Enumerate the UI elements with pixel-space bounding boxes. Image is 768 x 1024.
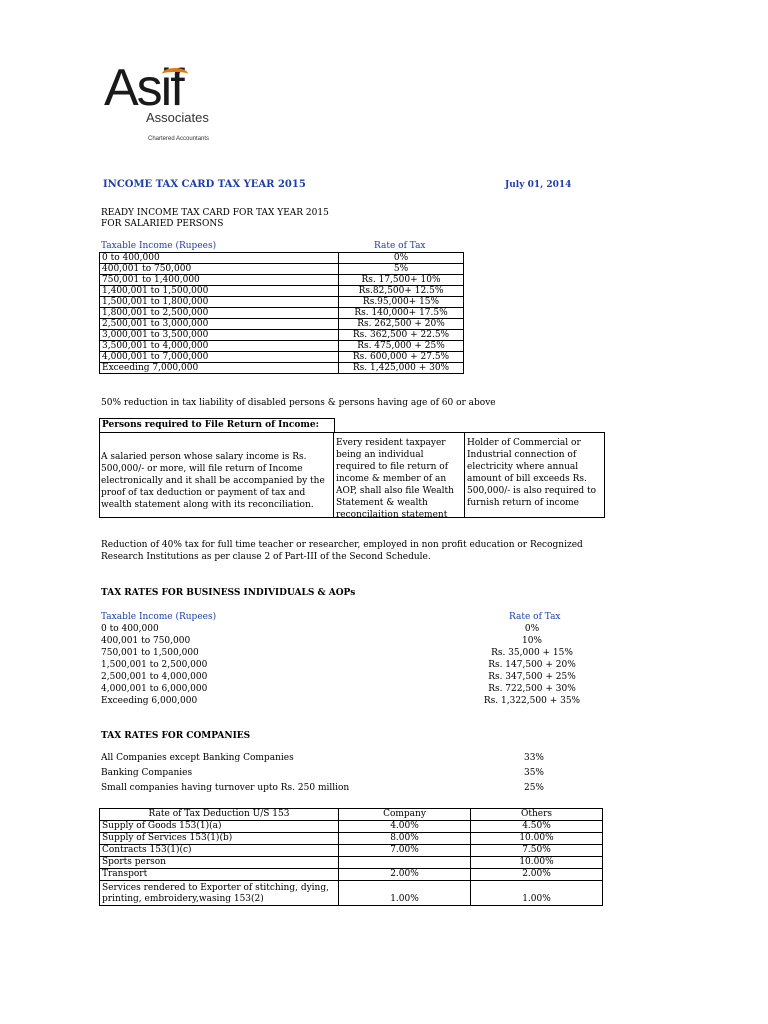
salaried-income: 0 to 400,000: [100, 253, 339, 264]
teacher-note-line-1: Reduction of 40% tax for full time teacher or researcher, employed in non profit education or Recognized: [101, 540, 583, 550]
company-rate: 25%: [523, 783, 544, 793]
business-income: 0 to 400,000: [101, 624, 159, 634]
deduction-others: 10.00%: [471, 833, 603, 845]
deduction-others: 1.00%: [471, 881, 603, 906]
logo-name: Asif: [104, 59, 183, 117]
salaried-row: [100, 363, 464, 374]
deduction-others: 7.50%: [471, 845, 603, 857]
disabled-note: 50% reduction in tax liability of disabled persons & persons having age of 60 or above: [101, 398, 496, 408]
salaried-col1-header: Taxable Income (Rupees): [101, 241, 217, 251]
deduction-company: 4.00%: [339, 821, 471, 833]
business-income: 1,500,001 to 2,500,000: [101, 660, 208, 670]
business-income: 400,001 to 750,000: [101, 636, 191, 646]
business-income: 750,001 to 1,500,000: [101, 648, 199, 658]
salaried-row: [100, 341, 464, 352]
salaried-rate: Rs. 362,500 + 22.5%: [339, 330, 464, 341]
business-income: 4,000,001 to 6,000,000: [101, 684, 208, 694]
company-type: All Companies except Banking Companies: [101, 753, 294, 763]
deduction-category: Sports person: [100, 857, 339, 869]
salaried-income: 4,000,001 to 7,000,000: [100, 352, 339, 363]
salaried-rate: Rs. 600,000 + 27.5%: [339, 352, 464, 363]
salaried-income: Exceeding 7,000,000: [100, 363, 339, 374]
salaried-rate: Rs. 262,500 + 20%: [339, 319, 464, 330]
business-rate: Rs. 147,500 + 20%: [488, 660, 576, 670]
salaried-rate: Rs. 140,000+ 17.5%: [339, 308, 464, 319]
company-rate: 35%: [523, 768, 544, 778]
deduction-company: 8.00%: [339, 833, 471, 845]
deduction-row: [100, 845, 603, 857]
logo-tagline: Chartered Accountants: [148, 136, 210, 142]
teacher-note-line-2: Research Institutions as per clause 2 of Part-III of the Second Schedule.: [101, 552, 431, 562]
salaried-rate: Rs. 475,000 + 25%: [339, 341, 464, 352]
business-rate: Rs. 722,500 + 30%: [488, 684, 576, 694]
salaried-rate: Rs.82,500+ 12.5%: [339, 286, 464, 297]
salaried-rate: Rs.95,000+ 15%: [339, 297, 464, 308]
persons-grid: [99, 432, 605, 518]
company-rate: 33%: [523, 753, 544, 763]
persons-col-resident: [334, 433, 465, 520]
salaried-income: 750,001 to 1,400,000: [100, 275, 339, 286]
salaried-col2-header: Rate of Tax: [374, 241, 426, 251]
deduction-company: 7.00%: [339, 845, 471, 857]
deduction-header-company: Company: [339, 809, 471, 821]
intro-line-1: READY INCOME TAX CARD FOR TAX YEAR 2015: [101, 208, 329, 218]
company-type: Small companies having turnover upto Rs. 250 million: [101, 783, 350, 793]
persons-col-electricity: [465, 433, 600, 517]
salaried-rate: 5%: [339, 264, 464, 275]
persons-title-box: [99, 418, 335, 433]
persons-title: Persons required to File Return of Income:: [102, 420, 319, 430]
salaried-row: [100, 297, 464, 308]
business-rate: Rs. 347,500 + 25%: [488, 672, 576, 682]
salaried-row: [100, 286, 464, 297]
deduction-company: 1.00%: [339, 881, 471, 906]
salaried-table: [99, 252, 464, 374]
deduction-company: [339, 857, 471, 869]
salaried-row: [100, 319, 464, 330]
company-type: Banking Companies: [101, 768, 193, 778]
salaried-income: 1,500,001 to 1,800,000: [100, 297, 339, 308]
salaried-row: [100, 308, 464, 319]
salaried-income: 3,000,001 to 3,500,000: [100, 330, 339, 341]
deduction-category: Services rendered to Exporter of stitching, dying, printing, embroidery,wasing 153(2): [100, 881, 339, 906]
companies-heading: TAX RATES FOR COMPANIES: [101, 731, 251, 741]
salaried-row: [100, 253, 464, 264]
deduction-table: [99, 808, 603, 906]
deduction-header-others: Others: [471, 809, 603, 821]
deduction-company: 2.00%: [339, 869, 471, 881]
salaried-income: 400,001 to 750,000: [100, 264, 339, 275]
logo-swoosh: [162, 68, 188, 80]
persons-col1-text: A salaried person whose salary income is Rs. 500,000/- or more, will file return of Income electronically and it shall be accompanied by the proof of tax deduction or payment of tax and wealth statement along with its reconciliation.: [101, 452, 325, 510]
salaried-row: [100, 352, 464, 363]
salaried-income: 1,800,001 to 2,500,000: [100, 308, 339, 319]
deduction-category: Supply of Goods 153(1)(a): [100, 821, 339, 833]
deduction-category: Supply of Services 153(1)(b): [100, 833, 339, 845]
logo: [104, 59, 224, 152]
deduction-category: Transport: [100, 869, 339, 881]
deduction-others: 2.00%: [471, 869, 603, 881]
business-rate: 10%: [521, 636, 542, 646]
salaried-row: [100, 275, 464, 286]
salaried-rate: Rs. 17,500+ 10%: [339, 275, 464, 286]
deduction-category: Contracts 153(1)(c): [100, 845, 339, 857]
logo-sub: Associates: [146, 110, 209, 125]
deduction-header-category: Rate of Tax Deduction U/S 153: [100, 809, 339, 821]
persons-col2-text: Every resident taxpayer being an individual required to file return of income & member of an AOP, shall also file Wealth Statement & wealth reconcilaition statement: [336, 438, 454, 520]
business-rate: Rs. 1,322,500 + 35%: [483, 696, 581, 706]
salaried-row: [100, 330, 464, 341]
business-heading: TAX RATES FOR BUSINESS INDIVIDUALS & AOPs: [101, 588, 356, 598]
salaried-rate: Rs. 1,425,000 + 30%: [339, 363, 464, 374]
business-col2-header: Rate of Tax: [509, 612, 561, 622]
salaried-row: [100, 264, 464, 275]
deduction-row: [100, 833, 603, 845]
deduction-row: [100, 881, 603, 906]
deduction-row: [100, 857, 603, 869]
salaried-income: 1,400,001 to 1,500,000: [100, 286, 339, 297]
business-rate: 0%: [524, 624, 540, 634]
salaried-income: 2,500,001 to 3,000,000: [100, 319, 339, 330]
intro-line-2: FOR SALARIED PERSONS: [101, 219, 224, 229]
deduction-others: 4.50%: [471, 821, 603, 833]
deduction-row: [100, 869, 603, 881]
persons-col3-text: Holder of Commercial or Industrial connection of electricity where annual amount of bill exceeds Rs. 500,000/- is also required to furnish return of income: [467, 438, 597, 508]
salaried-rate: 0%: [339, 253, 464, 264]
persons-col-salaried: [100, 433, 334, 517]
business-rate: Rs. 35,000 + 15%: [491, 648, 573, 658]
business-col1-header: Taxable Income (Rupees): [101, 612, 217, 622]
business-income: 2,500,001 to 4,000,000: [101, 672, 208, 682]
page-date: July 01, 2014: [505, 180, 572, 190]
page-title: INCOME TAX CARD TAX YEAR 2015: [103, 179, 306, 190]
deduction-row: [100, 821, 603, 833]
salaried-income: 3,500,001 to 4,000,000: [100, 341, 339, 352]
deduction-others: 10.00%: [471, 857, 603, 869]
business-income: Exceeding 6,000,000: [101, 696, 198, 706]
